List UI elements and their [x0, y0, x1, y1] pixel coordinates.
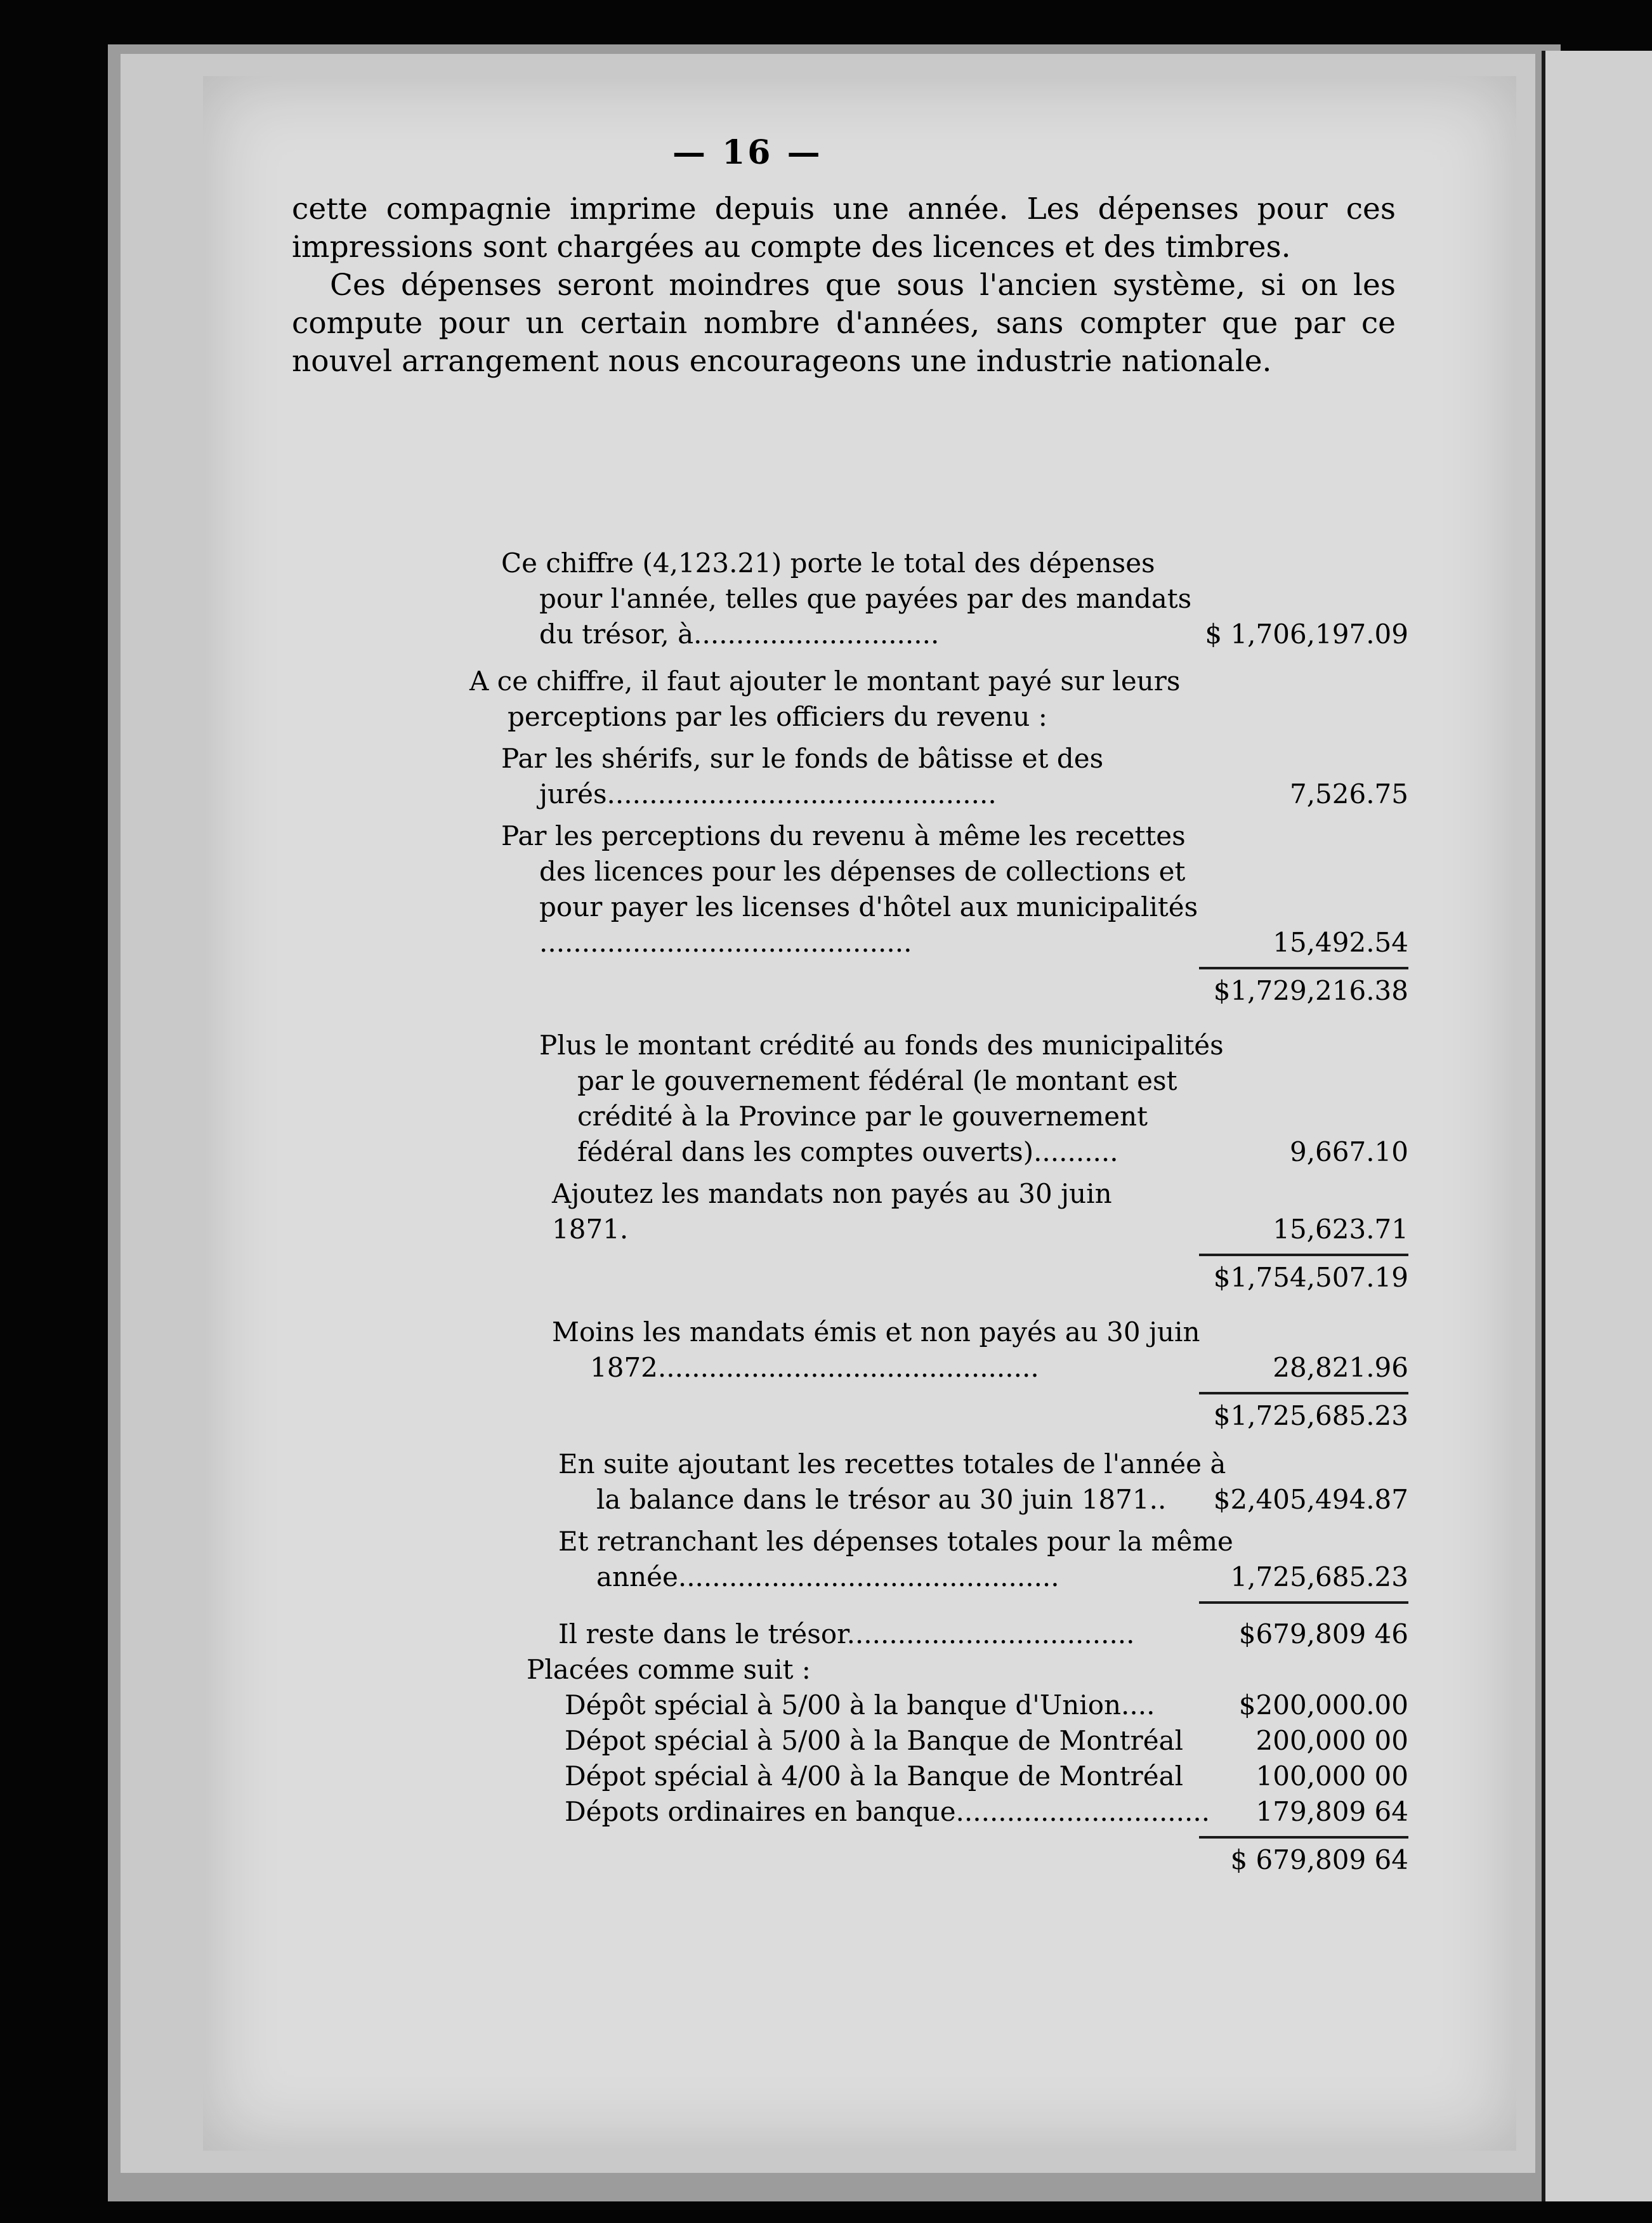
ledger-desc: Dépot spécial à 4/00 à la Banque de Montréal [565, 1761, 1184, 1792]
ledger-desc: Ajoutez les mandats non payés au 30 juin 1871. [552, 1178, 1112, 1245]
ledger-amount: 1,725,685.23 [1230, 1561, 1408, 1592]
ledger-desc: Placées comme suit : [527, 1654, 811, 1685]
ledger-desc: Par les shérifs, sur le fonds de bâtisse et des jurés.............................................. [501, 743, 1104, 810]
ledger-desc: Dépot spécial à 5/00 à la Banque de Montréal [565, 1725, 1184, 1756]
grand-total: $ 679,809 64 [1230, 1844, 1408, 1875]
page-number: — 16 — [672, 133, 823, 172]
adjacent-page-edge [1542, 51, 1652, 2201]
ledger-desc: Et retranchant les dépenses totales pour la même année............................................. [558, 1526, 1233, 1592]
ledger-row [558, 1616, 1408, 1652]
subtotal: $1,754,507.19 [1213, 1262, 1408, 1293]
ledger-amount: 7,526.75 [1289, 778, 1408, 810]
ledger-desc: Moins les mandats émis et non payés au 30 juin 1872............................................. [552, 1316, 1200, 1383]
ledger-amount: $ 1,706,197.09 [1205, 619, 1408, 650]
ledger-amount: 200,000 00 [1255, 1725, 1408, 1756]
ledger-desc: Ce chiffre (4,123.21) porte le total des dépenses pour l'année, telles que payées par des mandats du trésor, à............................. [501, 548, 1192, 650]
ledger-amount: $2,405,494.87 [1213, 1484, 1408, 1515]
ledger-row [501, 741, 1408, 812]
ledger-desc: En suite ajoutant les recettes totales de l'année à la balance dans le trésor au 30 juin 1871.. [558, 1448, 1226, 1515]
ledger-amount: 9,667.10 [1289, 1136, 1408, 1167]
sum-rule [1199, 1836, 1408, 1839]
ledger-amount: 15,492.54 [1273, 927, 1408, 958]
ledger-amount: 100,000 00 [1255, 1761, 1408, 1792]
paragraph-2: Ces dépenses seront moindres que sous l'ancien système, si on les compute pour un certain nombre d'années, sans compter que par ce nouvel arrangement nous encourageons une industrie nationale. [292, 268, 1396, 379]
ledger-amount: 28,821.96 [1273, 1352, 1408, 1383]
ledger-row [565, 1688, 1408, 1723]
sum-rule [1199, 1392, 1408, 1394]
ledger-row [501, 546, 1408, 652]
ledger-row [558, 1446, 1408, 1518]
sum-rule [1199, 1601, 1408, 1604]
sum-rule [1199, 967, 1408, 969]
ledger [469, 546, 1408, 1878]
ledger-desc: Dépots ordinaires en banque.............................. [565, 1796, 1210, 1827]
ledger-row [552, 1315, 1408, 1386]
ledger-desc: A ce chiffre, il faut ajouter le montant payé sur leurs perceptions par les officiers du revenu : [469, 666, 1181, 732]
ledger-amount: $200,000.00 [1238, 1689, 1408, 1721]
subtotal: $1,729,216.38 [1213, 975, 1408, 1006]
ledger-desc: Par les perceptions du revenu à même les recettes des licences pour les dépenses de collections et pour payer les licenses d'hôtel aux municipalités ............................................ [501, 820, 1198, 958]
ledger-amount: $679,809 46 [1238, 1618, 1408, 1649]
ledger-row [527, 1652, 1408, 1688]
ledger-row [469, 664, 1408, 735]
ledger-desc: Il reste dans le trésor.................................. [558, 1618, 1135, 1649]
ledger-desc: Dépôt spécial à 5/00 à la banque d'Union.... [565, 1689, 1155, 1721]
ledger-amount: 15,623.71 [1273, 1214, 1408, 1245]
ledger-row [565, 1723, 1408, 1759]
ledger-desc: Plus le montant crédité au fonds des municipalités par le gouvernement fédéral (le montant est crédité à la Province par le gouvernement fédéral dans les comptes ouverts).......... [539, 1030, 1224, 1167]
ledger-amount: 179,809 64 [1255, 1796, 1408, 1827]
body-text [292, 190, 1396, 381]
subtotal: $1,725,685.23 [1213, 1400, 1408, 1431]
ledger-row [552, 1176, 1408, 1247]
ledger-row [558, 1524, 1408, 1595]
ledger-row [565, 1759, 1408, 1794]
ledger-row [565, 1794, 1408, 1830]
ledger-row [539, 1028, 1408, 1170]
sum-rule [1199, 1254, 1408, 1256]
ledger-row [501, 818, 1408, 961]
paragraph-1: cette compagnie imprime depuis une année. Les dépenses pour ces impressions sont chargées au compte des licences et des timbres. [292, 192, 1396, 265]
